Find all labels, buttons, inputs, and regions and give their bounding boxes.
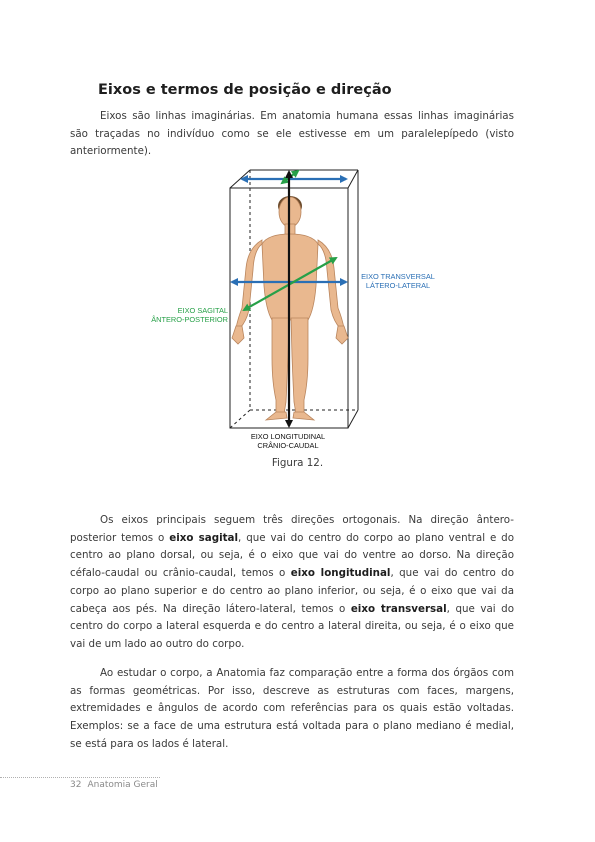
axes-paragraph: [70, 512, 514, 654]
sagittal-axis-label: [132, 306, 228, 324]
axes-text-3: , que vai do centro do corpo ao plano superior e do centro ao plano inferior, ou seja, é o eixo que vai da cabeça aos pés. Na direção látero-lateral, temos o: [70, 567, 514, 615]
axes-text-1: Os eixos principais seguem três direções ortogonais. Na direção ântero-posterior temos o: [70, 514, 514, 544]
book-title: Anatomia Geral: [87, 780, 158, 790]
footer-divider: [0, 777, 160, 778]
sagittal-axis-label-line1: EIXO SAGITAL: [177, 306, 228, 315]
term-sagittal: eixo sagital: [169, 531, 239, 544]
longitudinal-axis-label: [230, 432, 346, 450]
longitudinal-axis-label-line1: EIXO LONGITUDINAL: [250, 432, 326, 441]
transverse-axis-label-line1: EIXO TRANSVERSAL: [361, 272, 435, 281]
page-footer: [70, 780, 164, 790]
transverse-axis-label: [355, 272, 441, 290]
term-transverse: eixo transversal: [350, 602, 447, 615]
figure-axes: [0, 160, 595, 480]
longitudinal-axis-label-line2: CRÂNIO-CAUDAL: [257, 441, 319, 450]
figure-caption: Figura 12.: [271, 457, 324, 469]
axes-text-4: , que vai do centro do corpo a lateral esquerda e do centro a lateral direita, ou seja, é o eixo que vai de um lado ao outro do corpo.: [70, 602, 514, 650]
sagittal-axis-label-line2: ÂNTERO-POSTERIOR: [151, 315, 228, 324]
transverse-axis-label-line2: LÁTERO-LATERAL: [365, 281, 431, 290]
section-title: Eixos e termos de posição e direção: [98, 82, 392, 98]
term-longitudinal: eixo longitudinal: [290, 567, 391, 580]
page-number: 32: [70, 780, 82, 790]
study-paragraph: Ao estudar o corpo, a Anatomia faz comparação entre a forma dos órgãos com as formas geométricas. Por isso, descreve as estruturas com faces, margens, extremidades e ângulos de acordo com referências para os quais estão voltadas. Exemplos: se a face de uma estrutura está voltada para o plano mediano é medial, se está para os lados é lateral.: [70, 667, 514, 750]
axes-text-2: , que vai do centro do corpo ao plano ventral e do centro ao plano dorsal, ou seja, é o eixo que vai do ventre ao dorso. Na direção céfalo-caudal ou crânio-caudal, temos o: [70, 531, 515, 580]
intro-paragraph: Eixos são linhas imaginárias. Em anatomia humana essas linhas imaginárias são traçadas no indivíduo como se ele estivesse em um paralelepípedo (visto anteriormente).: [70, 110, 514, 158]
